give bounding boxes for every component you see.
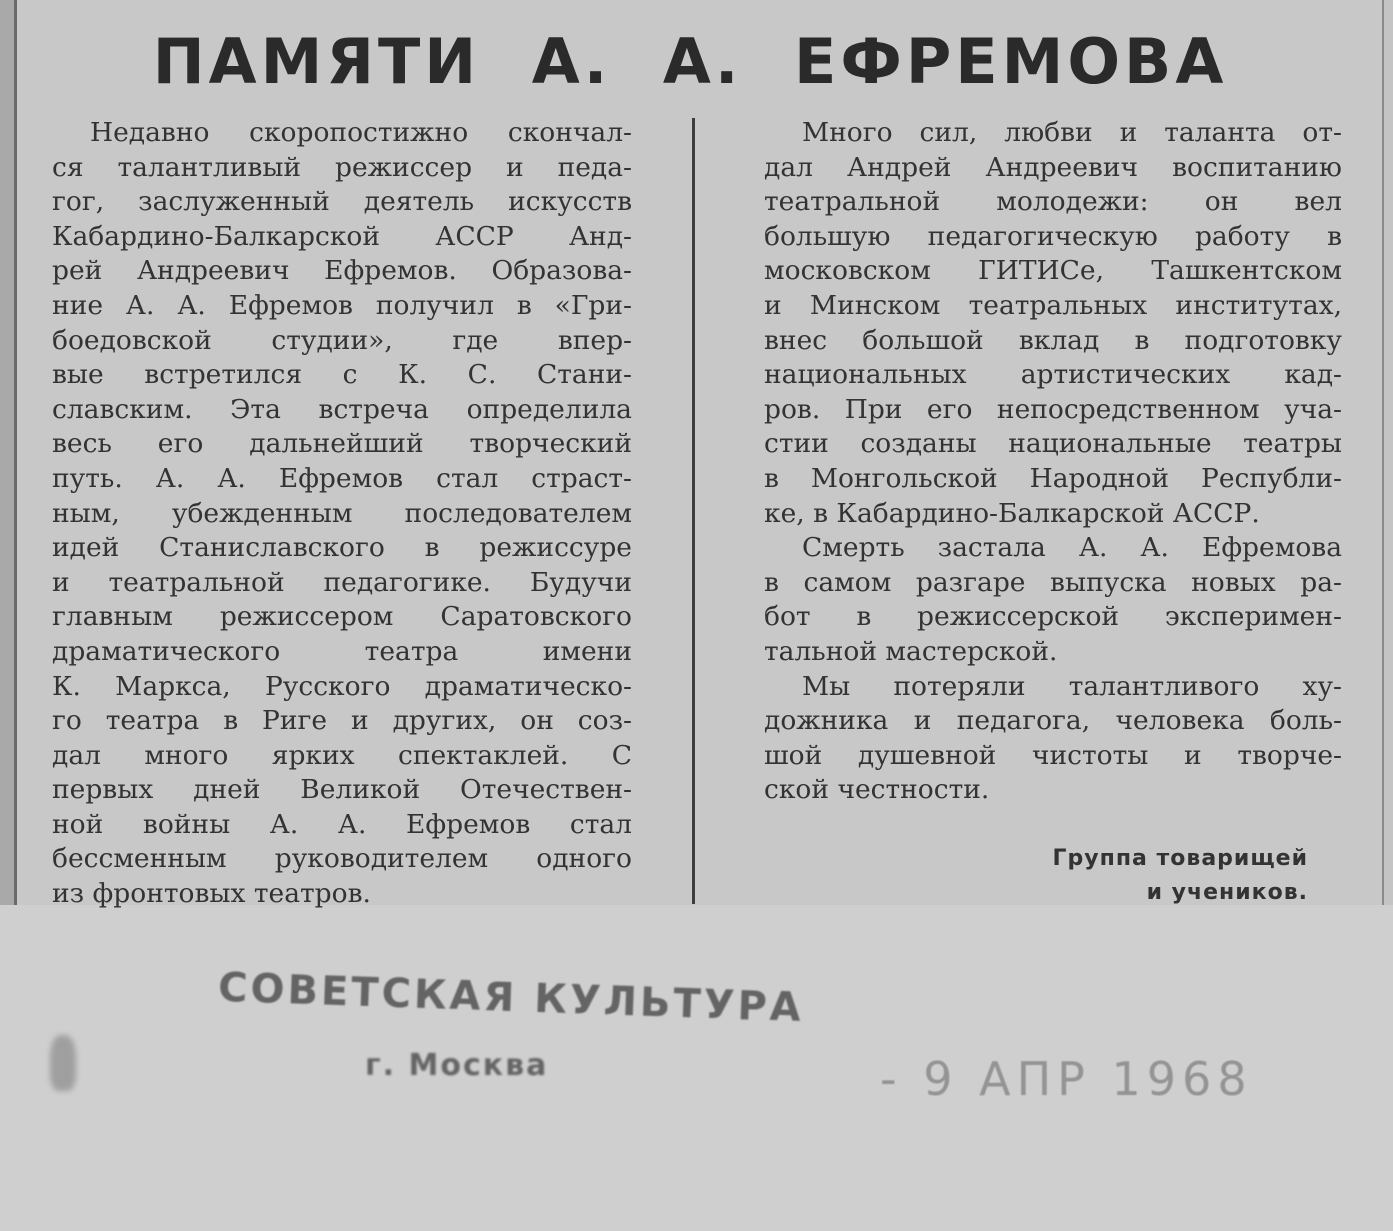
article-right-column	[764, 116, 1342, 808]
text-line: го театра в Риге и других, он соз-	[52, 705, 632, 737]
text-line: ной войны А. А. Ефремов стал	[52, 808, 632, 840]
text-line: славским. Эта встреча определила	[52, 393, 632, 425]
text-line: стии созданы национальные театры	[764, 428, 1342, 460]
article-signature	[1000, 842, 1308, 910]
text-line: театральной молодежи: он вел	[764, 186, 1342, 218]
text-line: ке, в Кабардино-Балкарской АССР.	[764, 497, 1260, 529]
text-line: бессменным руководителем одного	[52, 843, 632, 875]
article-left-column	[52, 116, 632, 912]
text-line: вые встретился с К. С. Стани-	[52, 359, 632, 391]
text-line: национальных артистических кад-	[764, 359, 1342, 391]
date-stamp: - 9 АПР 1968	[880, 1052, 1253, 1106]
text-line: гог, заслуженный деятель искусств	[52, 186, 632, 218]
text-line: боедовской студии», где впер-	[52, 324, 632, 356]
scan-edge	[0, 0, 14, 905]
text-line: идей Станиславского в режиссуре	[52, 532, 632, 564]
signature-line: и учеников.	[1146, 880, 1308, 905]
newspaper-name-stamp: СОВЕТСКАЯ КУЛЬТУРА	[217, 964, 805, 1032]
text-line: Смерть застала А. А. Ефремова	[802, 532, 1342, 564]
text-line: путь. А. А. Ефремов стал страст-	[52, 462, 632, 494]
text-line: внес большой вклад в подготовку	[764, 324, 1342, 356]
text-line: весь его дальнейший творческий	[52, 428, 632, 460]
text-line last: из фронтовых театров.	[52, 878, 371, 910]
text-line: ным, убежденным последователем	[52, 497, 632, 529]
text-line: шой душевной чистоты и творче-	[764, 739, 1342, 771]
text-line: К. Маркса, Русского драматическо-	[52, 670, 632, 702]
text-line: главным режиссером Саратовского	[52, 601, 632, 633]
text-line: первых дней Великой Отечествен-	[52, 774, 632, 806]
text-line: дал Андрей Андреевич воспитанию	[764, 151, 1342, 183]
text-line: Много сил, любви и таланта от-	[802, 117, 1342, 148]
text-line: ской честности.	[764, 774, 990, 806]
text-line: московском ГИТИСе, Ташкентском	[764, 255, 1342, 287]
text-line: ров. При его непосредственном уча-	[764, 393, 1342, 425]
text-line: Мы потеряли талантливого ху-	[802, 670, 1342, 702]
text-line: дал много ярких спектаклей. С	[52, 739, 632, 771]
text-line: и Минском театральных институтах,	[764, 289, 1342, 321]
text-line: рей Андреевич Ефремов. Образова-	[52, 255, 632, 287]
column-divider	[692, 118, 695, 904]
text-line: бот в режиссерской эксперимен-	[764, 601, 1342, 633]
text-line: Кабардино-Балкарской АССР Анд-	[52, 220, 632, 252]
text-line: большую педагогическую работу в	[764, 220, 1342, 252]
text-line: и театральной педагогике. Будучи	[52, 566, 632, 598]
ink-smudge	[50, 1035, 76, 1091]
text-line: в самом разгаре выпуска новых ра-	[764, 566, 1342, 598]
text-line: ся талантливый режиссер и педа-	[52, 151, 632, 183]
text-line: дожника и педагога, человека боль-	[764, 705, 1342, 737]
text-line: ние А. А. Ефремов получил в «Гри-	[52, 289, 632, 321]
text-line: драматического театра имени	[52, 635, 632, 667]
signature-line: Группа товарищей	[1052, 846, 1308, 871]
text-line: Недавно скоропостижно скончал-	[90, 117, 632, 148]
text-line: тальной мастерской.	[764, 635, 1058, 667]
city-stamp: г. Москва	[365, 1048, 549, 1083]
text-line: в Монгольской Народной Республи-	[764, 462, 1342, 494]
article-title: ПАМЯТИ А. А. ЕФРЕМОВА	[152, 25, 1228, 98]
